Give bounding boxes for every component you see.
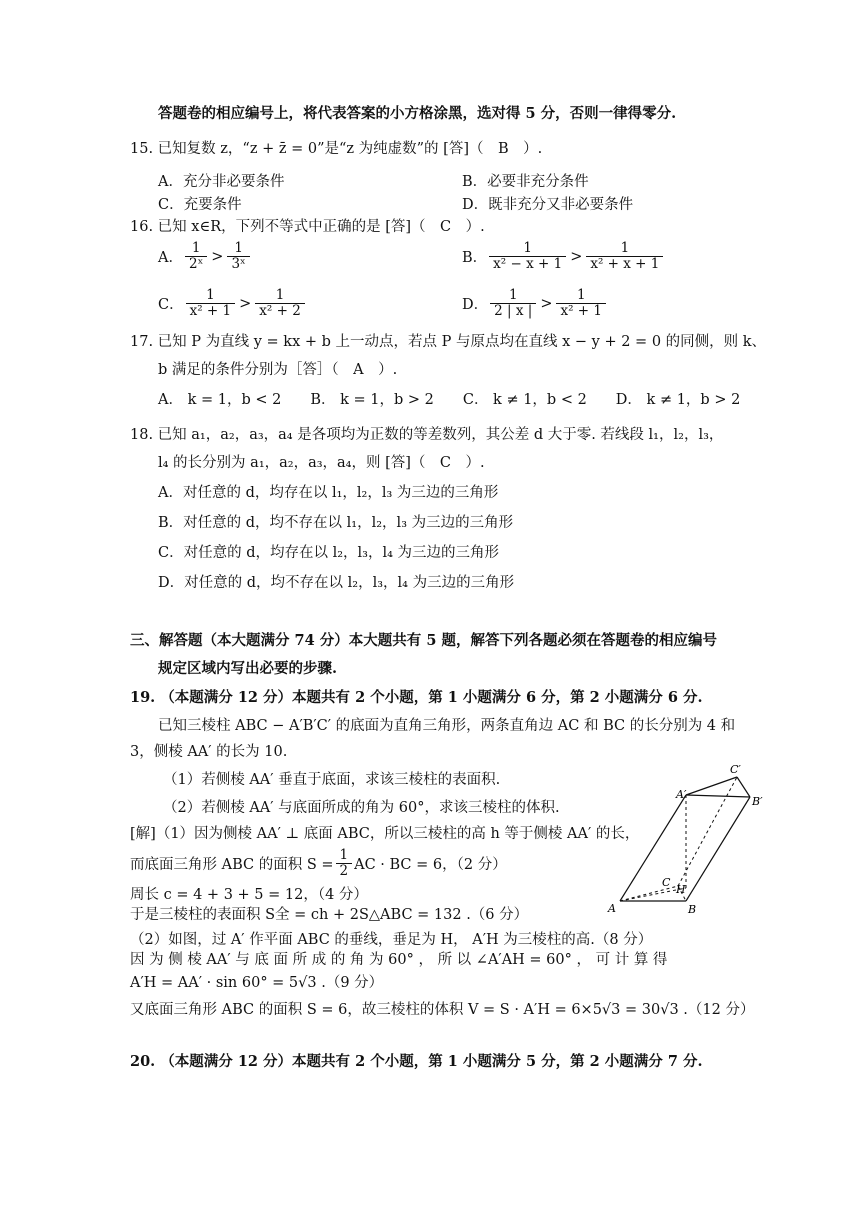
solution-text: 而底面三角形 ABC 的面积 S =	[130, 857, 334, 873]
q16-a-label: A．	[158, 250, 183, 266]
q19-solution-line4: 于是三棱柱的表面积 S全 = ch + 2S△ABC = 132 .（6 分）	[130, 907, 529, 923]
q16-d-right-fraction	[556, 288, 606, 319]
numerator: 1	[523, 240, 532, 256]
q18-line1: 18. 已知 a₁，a₂，a₃，a₄ 是各项均为正数的等差数列，其公差 d 大于零. 若线段 l₁，l₂，l₃，	[130, 427, 724, 443]
q19-solution-line6: 因 为 侧 棱 AA′ 与 底 面 所 成 的 角 为 60° ， 所 以 ∠A′AH = 60° ， 可 计 算 得	[130, 952, 668, 968]
edge-BB1	[686, 797, 750, 901]
q18-option-b: B．对任意的 d，均不存在以 l₁，l₂，l₃ 为三边的三角形	[158, 515, 514, 531]
denominator: 2	[336, 863, 353, 879]
q19-problem-line2: 3，侧棱 AA′ 的长为 10.	[130, 744, 288, 760]
q18-line2: l₄ 的长分别为 a₁，a₂，a₃，a₄，则 [答]（ C ）.	[158, 455, 485, 471]
edge-C1B1	[737, 777, 750, 797]
q19-problem-line1: 已知三棱柱 ABC − A′B′C′ 的底面为直角三角形，两条直角边 AC 和 BC 的长分别为 4 和	[158, 718, 736, 734]
numerator: 1	[508, 287, 518, 303]
section3-line2: 规定区域内写出必要的步骤.	[158, 660, 338, 677]
q15-option-d: D．既非充分又非必要条件	[462, 197, 634, 213]
numerator: 1	[191, 240, 201, 256]
q19-heading: 19. （本题满分 12 分）本题共有 2 个小题，第 1 小题满分 6 分，第 2 小题满分 6 分.	[130, 689, 703, 706]
q16-option-d	[462, 288, 608, 319]
q16-a-left-fraction	[185, 241, 207, 272]
label-H: H	[676, 883, 686, 896]
numerator: 1	[275, 287, 285, 303]
numerator: 1	[206, 287, 215, 303]
q16-c-right-fraction	[255, 288, 305, 319]
edge-A1B1	[686, 795, 750, 797]
numerator: 1	[234, 240, 243, 256]
prism-figure	[600, 760, 780, 920]
q20-heading: 20. （本题满分 12 分）本题共有 2 个小题，第 1 小题满分 5 分，第 2 小题满分 7 分.	[130, 1053, 703, 1070]
q19-solution-line5: （2）如图，过 A′ 作平面 ABC 的垂线，垂足为 H， A′H 为三棱柱的高.（8 分）	[130, 932, 653, 948]
q15-option-a: A．充分非必要条件	[158, 174, 285, 190]
numerator: 1	[576, 287, 586, 303]
label-B-prime: B′	[752, 795, 763, 808]
one-half-fraction	[336, 848, 353, 879]
q17-options: A． k = 1，b < 2 B． k = 1，b > 2 C． k ≠ 1，b < 2 D． k ≠ 1，b > 2	[158, 392, 741, 408]
denominator: x² + 1	[556, 303, 606, 319]
denominator: x² + 2	[255, 303, 305, 319]
q19-subquestion-2: （2）若侧棱 AA′ 与底面所成的角为 60°，求该三棱柱的体积.	[163, 800, 560, 816]
q15-stem: 15. 已知复数 z，“z + z̄ = 0”是“z 为纯虚数”的 [答]（ B ）.	[130, 141, 543, 157]
q19-solution-line3: 周长 c = 4 + 3 + 5 = 12，（4 分）	[130, 887, 368, 903]
greater-than: >	[211, 248, 224, 265]
edge-A1C1	[686, 777, 737, 795]
q16-c-label: C．	[158, 297, 184, 313]
q16-stem: 16. 已知 x∈R，下列不等式中正确的是 [答]（ C ）.	[130, 219, 485, 235]
q16-b-left-fraction	[489, 241, 566, 272]
q16-a-right-fraction	[227, 241, 249, 272]
q17-line2: b 满足的条件分别为［答］（ A ）.	[158, 362, 398, 378]
q18-option-d: D．对任意的 d，均不存在以 l₂，l₃，l₄ 为三边的三角形	[158, 575, 515, 591]
label-A-prime: A′	[676, 788, 687, 801]
q19-solution-line1: [解]（1）因为侧棱 AA′ ⊥ 底面 ABC，所以三棱柱的高 h 等于侧棱 AA′ 的长，	[130, 826, 640, 842]
q16-option-b	[462, 241, 665, 272]
denominator: 2ˣ	[185, 256, 207, 272]
numerator: 1	[620, 240, 630, 256]
denominator: 3ˣ	[227, 256, 249, 272]
numerator: 1	[339, 847, 349, 863]
q19-solution-line8: 又底面三角形 ABC 的面积 S = 6，故三棱柱的体积 V = S · A′H = 6×5√3 = 30√3 .（12 分）	[130, 1002, 755, 1018]
label-A: A	[608, 902, 616, 915]
solution-text: AC · BC = 6，（2 分）	[354, 857, 507, 873]
section3-line1: 三、解答题（本大题满分 74 分）本大题共有 5 题，解答下列各题必须在答题卷的相应编号	[130, 632, 717, 649]
q18-option-c: C．对任意的 d，均存在以 l₂，l₃，l₄ 为三边的三角形	[158, 545, 500, 561]
q19-subquestion-1: （1）若侧棱 AA′ 垂直于底面，求该三棱柱的表面积.	[163, 772, 501, 788]
label-C-prime: C′	[730, 763, 741, 776]
denominator: 2 | x |	[490, 303, 536, 319]
q19-solution-line7: A′H = AA′ · sin 60° = 5√3 .（9 分）	[130, 975, 384, 991]
q16-c-left-fraction	[186, 288, 236, 319]
denominator: x² + 1	[186, 303, 236, 319]
q16-b-right-fraction	[586, 241, 663, 272]
q16-option-a	[158, 241, 252, 272]
greater-than: >	[570, 248, 583, 265]
label-C: C	[662, 876, 671, 889]
q15-option-b: B．必要非充分条件	[462, 174, 589, 190]
q16-d-left-fraction	[490, 288, 536, 319]
greater-than: >	[540, 295, 553, 312]
q19-solution-line2	[130, 848, 507, 879]
denominator: x² + x + 1	[586, 256, 663, 272]
q16-b-label: B．	[462, 250, 488, 266]
denominator: x² − x + 1	[489, 256, 566, 272]
q18-option-a: A．对任意的 d，均存在以 l₁，l₂，l₃ 为三边的三角形	[158, 485, 499, 501]
label-B: B	[688, 903, 697, 916]
section-intro: 答题卷的相应编号上，将代表答案的小方格涂黑，选对得 5 分，否则一律得零分.	[158, 105, 677, 122]
q16-d-label: D．	[462, 297, 489, 313]
q15-option-c: C．充要条件	[158, 197, 242, 213]
q17-line1: 17. 已知 P 为直线 y = kx + b 上一动点，若点 P 与原点均在直线 x − y + 2 = 0 的同侧，则 k、	[130, 334, 767, 350]
greater-than: >	[239, 295, 252, 312]
q16-option-c	[158, 288, 307, 319]
